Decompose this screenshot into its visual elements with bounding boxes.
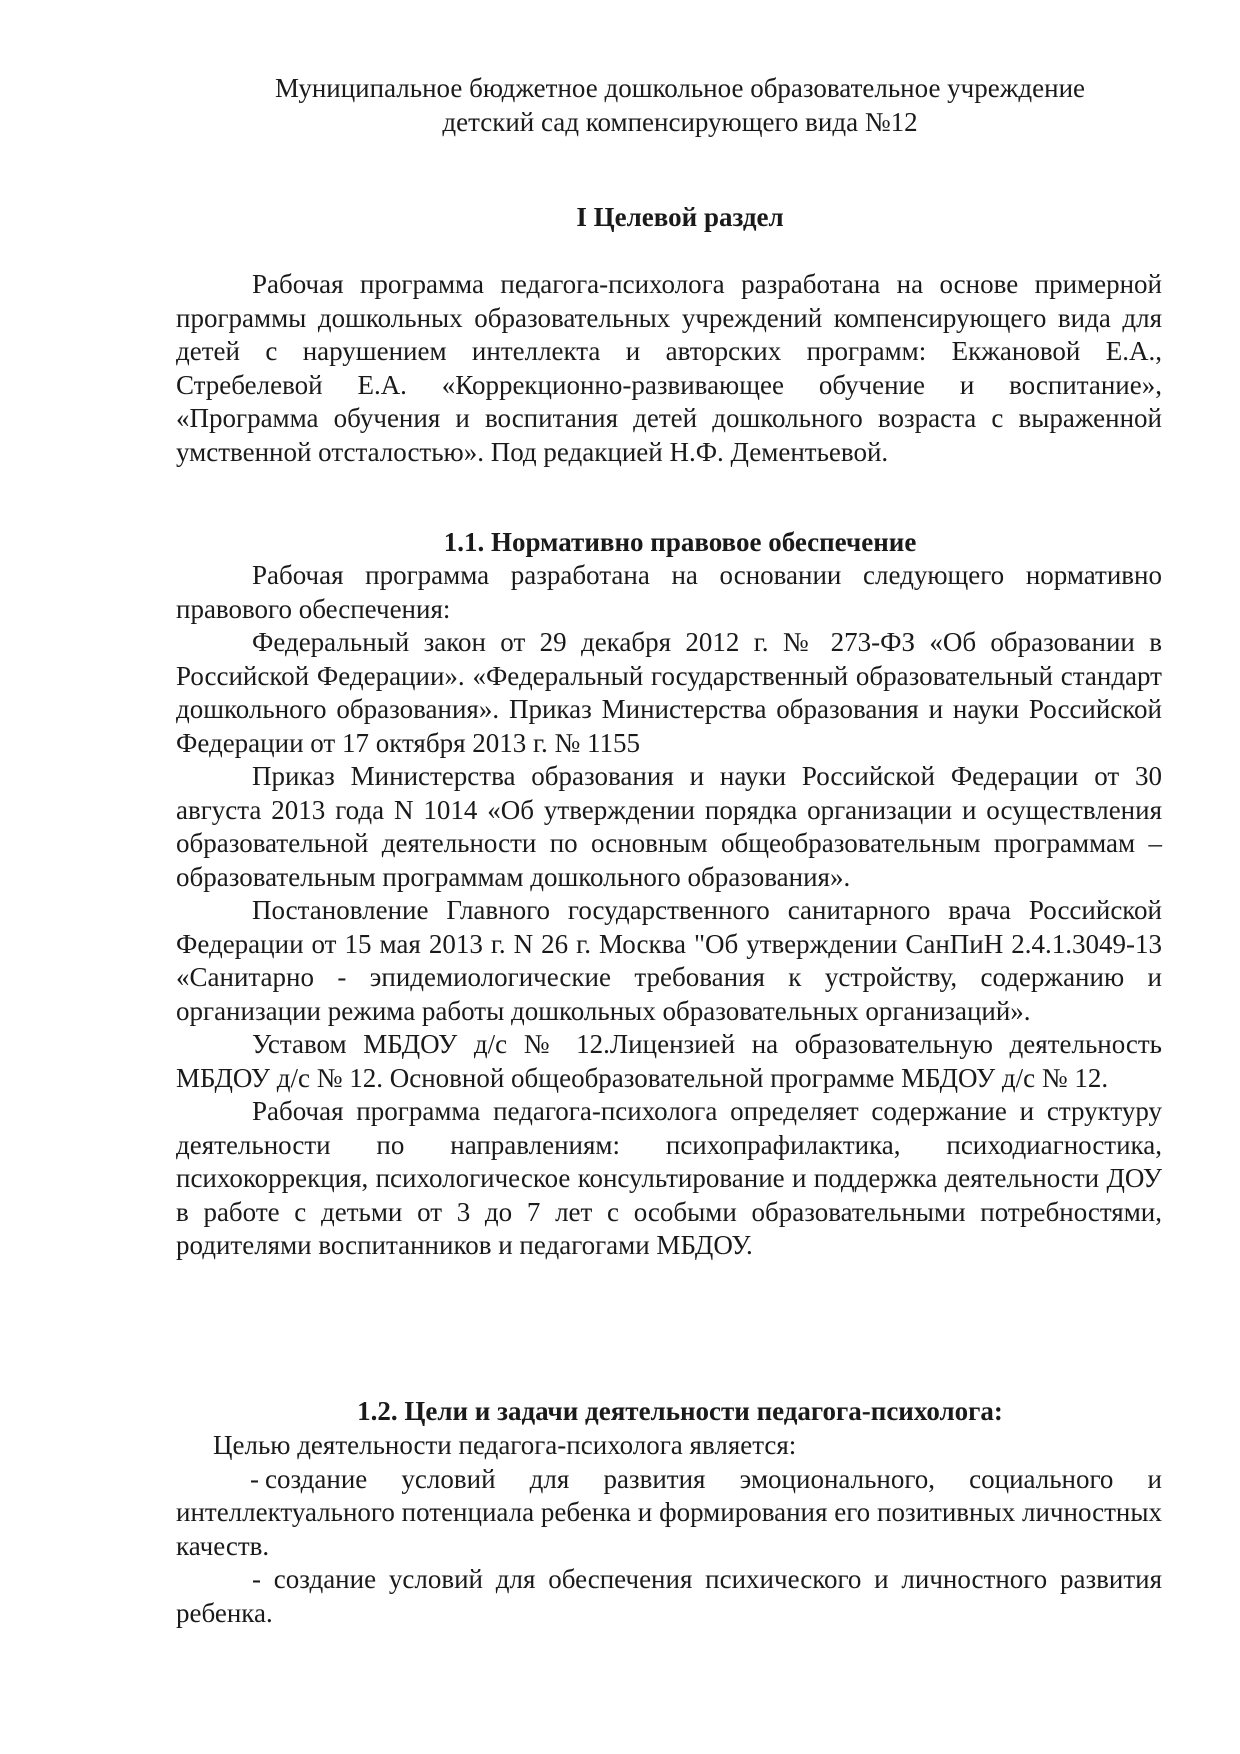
institution-header xyxy=(160,72,1200,139)
section-title-legal-basis: 1.1. Нормативно правовое обеспечение xyxy=(443,527,917,557)
legal-paragraph: Федеральный закон от 29 декабря 2012 г. № 273-ФЗ «Об образовании в Российской Федерации». «Федеральный государственный образовательный стандарт дошкольного образования». Приказ Министерства образования и науки Российской Федерации от 17 октября 2013 г. № 1155 xyxy=(176,627,1162,758)
intro-block xyxy=(176,268,1162,469)
institution-name-line-1: Муниципальное бюджетное дошкольное образовательное учреждение xyxy=(275,73,1085,103)
dash-marker: - xyxy=(250,1463,259,1494)
goal-intro: Целью деятельности педагога-психолога является: xyxy=(213,1430,797,1460)
goal-item xyxy=(176,1463,1162,1564)
goal-item: - создание условий для обеспечения психического и личностного развития ребенка. xyxy=(176,1564,1162,1628)
legal-basis-block xyxy=(176,559,1162,1263)
goals-block xyxy=(176,1429,1162,1630)
legal-paragraph: Рабочая программа разработана на основании следующего нормативно правового обеспечения: xyxy=(176,560,1162,624)
institution-name-line-2: детский сад компенсирующего вида №12 xyxy=(442,106,918,137)
goal-item-text: создание условий для развития эмоционального, социального и интеллектуального потенциала ребенка и формирования его позитивных личностных качеств. xyxy=(176,1463,1162,1561)
section-title-target: I Целевой раздел xyxy=(576,202,784,232)
legal-paragraph: Рабочая программа педагога-психолога определяет содержание и структуру деятельности по направлениям: психопрафилактика, психодиагностика, психокоррекция, психологическое консультирование и поддержка деятельности ДОУ в работе с детьми от 3 до 7 лет с особыми образовательными потребностями, родителями воспитанников и педагогами МБДОУ. xyxy=(176,1096,1162,1260)
legal-paragraph: Уставом МБДОУ д/с № 12.Лицензией на образовательную деятельность МБДОУ д/с № 12. Основной общеобразовательной программе МБДОУ д/с № 12. xyxy=(176,1029,1162,1093)
section-title-goals: 1.2. Цели и задачи деятельности педагога-психолога: xyxy=(357,1396,1003,1426)
legal-paragraph: Приказ Министерства образования и науки Российской Федерации от 30 августа 2013 года N 1014 «Об утверждении порядка организации и осуществления образовательной деятельности по основным общеобразовательным программам – образовательным программам дошкольного образования». xyxy=(176,761,1162,892)
legal-paragraph: Постановление Главного государственного санитарного врача Российской Федерации от 15 мая 2013 г. N 26 г. Москва "Об утверждении СанПиН 2.4.1.3049-13 «Санитарно - эпидемиологические требования к устройству, содержанию и организации режима работы дошкольных образовательных организаций». xyxy=(176,895,1162,1026)
intro-paragraph: Рабочая программа педагога-психолога разработана на основе примерной программы дошкольных образовательных учреждений компенсирующего вида для детей с нарушением интеллекта и авторских программ: Екжановой Е.А., Стребелевой Е.А. «Коррекционно-развивающее обучение и воспитание», «Программа обучения и воспитания детей дошкольного возраста с выраженной умственной отсталостью». Под редакцией Н.Ф. Дементьевой. xyxy=(176,269,1162,467)
